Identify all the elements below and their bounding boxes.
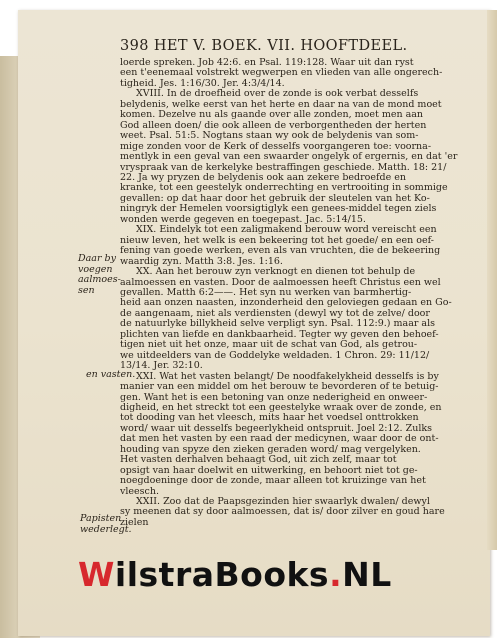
text-line: wonden werde gegeven en toegepast. Jac. 5:14/15. — [120, 214, 366, 225]
text-line: mentlyk in een geval van een swaarder ongelyk of ergernis, en dat 'er — [120, 152, 458, 163]
margin-note-line: en vasten. — [86, 369, 136, 380]
margin-note-line: Daar by — [78, 253, 116, 264]
text-line: tigen niet uit het onze, maar uit de schat van God, als getrou- — [120, 340, 418, 351]
text-line: fening van goede werken, even als van vruchten, die de bekeering — [120, 246, 441, 257]
text-line: belydenis, welke eerst van het herte en daar na van de mond moet — [120, 99, 442, 110]
watermark-tld: NL — [342, 555, 392, 594]
text-line: XVIII. In de droefheid over de zonde is ook verbat desselfs — [136, 89, 419, 100]
text-line: opsigt van haar doelwit en uitwerking, en behoort niet tot ge- — [120, 465, 418, 476]
text-line: gevallen: op dat haar door het gebruik der sleutelen van het Ko- — [120, 193, 430, 204]
margin-note-line: aalmoes- — [78, 274, 121, 285]
text-line: sy meenen dat sy door aalmoessen, dat is/ door zilver en goud hare — [120, 507, 445, 518]
text-line: vryspraak van de kerkelyke bestraffingen geschiede. Matth. 18: 21/ — [120, 162, 447, 173]
text-line: XX. Aan het berouw zyn verknogt en dienen tot behulp de — [136, 267, 416, 278]
text-line: ningryk der Hemelen voorsigtiglyk een genees-middel tegen ziels — [120, 204, 437, 215]
text-line: zielen — [120, 517, 149, 528]
margin-note-line: sen — [78, 284, 95, 296]
text-line: word/ waar uit desselfs begeerlykheid ontspruit. Joel 2:12. Zulks — [120, 423, 432, 434]
margin-note-alms — [78, 254, 121, 296]
text-line: 22. Ja wy pryzen de belydenis ook aan zekere bedroefde en — [120, 172, 406, 183]
text-line: kranke, tot een geestelyk onderrechting en vertrooiting in sommige — [120, 183, 448, 194]
text-line: waardig zyn. Matth 3:8. Jes. 1:16. — [120, 256, 283, 267]
text-line: noegdoeninge door de zonde, maar alleen tot kruizinge van het — [120, 476, 426, 487]
watermark-initial: W — [78, 555, 115, 594]
wilstrabooks-watermark-logo — [78, 555, 392, 594]
text-line: gevallen. Matth 6:2——. Het syn nu werken van barmhertig- — [120, 287, 412, 298]
text-line: XXI. Wat het vasten belangt/ De noodfakelykheid desselfs is by — [136, 371, 439, 382]
text-line: digheid, en het streckt tot een geestelyke wraak over de zonde, en — [120, 402, 442, 413]
text-line: Het vasten derhalven behaagt God, uit zich zelf, maar tot — [120, 455, 397, 466]
text-line: gen. Want het is een betoning van onze nederigheid en onweer- — [120, 392, 428, 403]
margin-note-papists — [80, 514, 132, 535]
watermark-dot: . — [329, 555, 343, 594]
margin-note-line: voegen — [78, 263, 113, 275]
text-line: tot dooding van het vleesch, mits haar het voedsel onttrokken — [120, 413, 419, 424]
text-line: God alleen doen/ die ook alleen de verborgentheden der herten — [120, 120, 427, 131]
text-line: nieuw leven, het welk is een bekeering tot het goede/ en een oef- — [120, 235, 434, 246]
text-line: we uitdeelders van de Goddelyke weldaden. 1 Chron. 29: 11/12/ — [120, 350, 430, 361]
text-line: plichten van liefde en dankbaarheid. Tegter wy geven den behoef- — [120, 329, 439, 340]
text-line: vleesch. — [120, 486, 159, 497]
margin-note-line: Papisten — [80, 513, 122, 524]
text-line: een t'eenemaal volstrekt wegwerpen en vlieden van alle ongerech- — [120, 68, 443, 79]
text-line: aalmoessen en vasten. Door de aalmoessen heeft Christus een wel — [120, 277, 441, 288]
text-line: loerde spreken. Job 42:6. en Psal. 119:128. Waar uit dan ryst — [120, 58, 414, 68]
text-line: heid aan onzen naasten, inzonderheid den geloviegen gedaan en Go- — [120, 298, 452, 309]
margin-note-fasting — [86, 370, 135, 381]
watermark-name: ilstraBooks — [114, 555, 330, 594]
text-line: dat men het vasten by een raad der medicynen, waar door de ont- — [120, 434, 439, 445]
text-line: tigheid. Jes. 1:16/30. Jer. 4:3/4/14. — [120, 78, 285, 89]
text-line: mige zonden voor de Kerk of desselfs voorgangeren toe: voorna- — [120, 141, 432, 152]
text-line: houding van spyze den zieken geraden word/ mag vergelyken. — [120, 444, 421, 455]
text-line: manier van een middel om het berouw te bevorderen of te betuig- — [120, 382, 439, 393]
text-line: komen. Dezelve nu als gaande over alle zonden, moet men aan — [120, 110, 424, 121]
margin-note-line: wederlegt. — [80, 523, 132, 535]
text-line: weet. Psal. 51:5. Nogtans staan wy ook de belydenis van som- — [120, 131, 419, 142]
page-body-text — [120, 58, 474, 528]
text-line: XIX. Eindelyk tot een zaligmakend berouw word vereischt een — [136, 225, 437, 236]
text-line: de aangenaam, niet als verdiensten (dewyl wy tot de zelve/ door — [120, 308, 430, 319]
running-head: 398 HET V. BOEK. VII. HOOFTDEEL. — [120, 38, 408, 54]
text-line: de natuurlyke billykheid selve verpligt syn. Psal. 112:9.) maar als — [120, 319, 436, 330]
next-page-edge — [487, 10, 497, 550]
text-line: 13/14. Jer. 32:10. — [120, 361, 203, 372]
text-line: XXII. Zoo dat de Paapsgezinden hier swaarlyk dwalen/ dewyl — [136, 497, 430, 508]
